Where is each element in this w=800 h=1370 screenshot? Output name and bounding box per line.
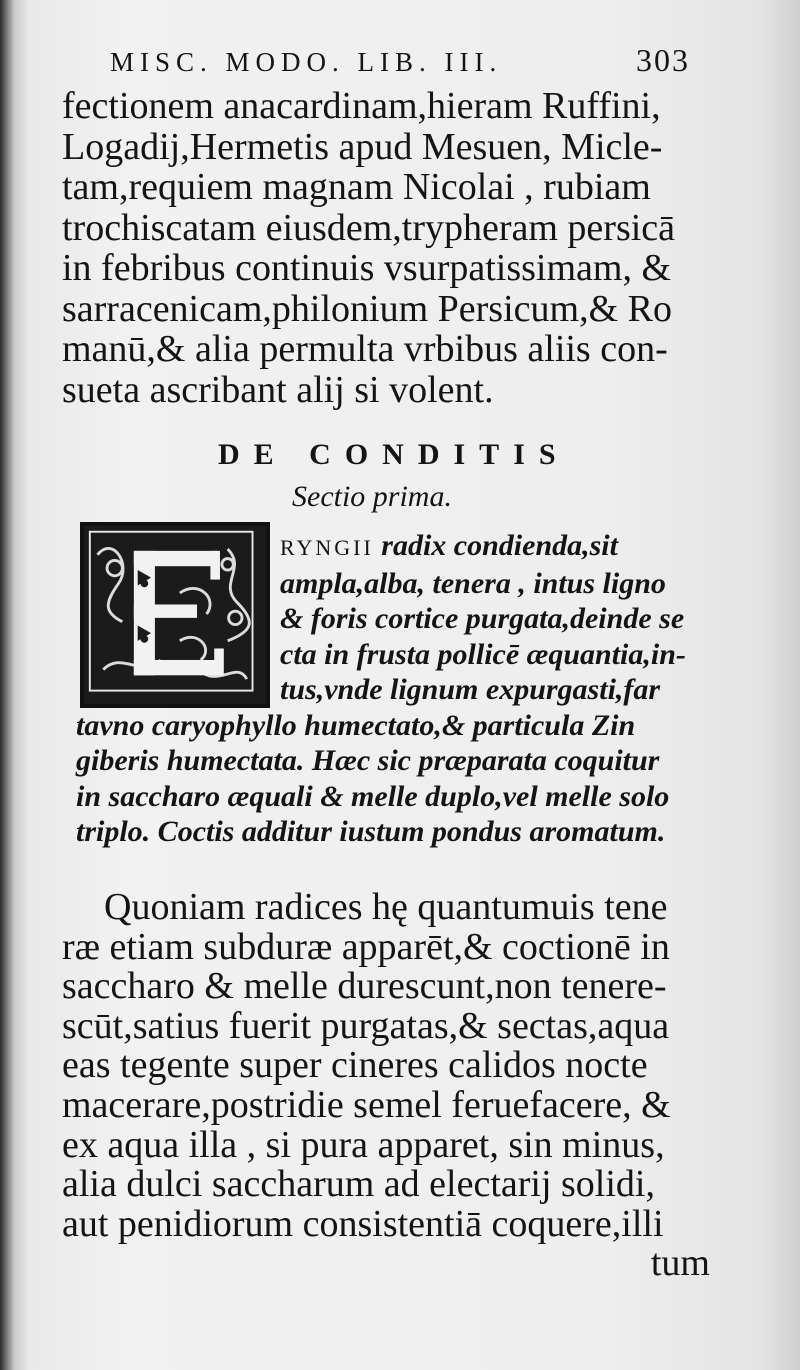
text-line: tavno caryophyllo humectato,& particula Zin xyxy=(76,708,636,742)
text-line: giberis humectata. Hæc sic præparata coquitur xyxy=(76,744,660,777)
text-line: in febribus continuis vsurpatissimam, & xyxy=(62,247,672,289)
text-line: alia dulci saccharum ad electarij solidi, xyxy=(62,1163,655,1206)
text-line: cta in frusta pollicē æquantia,in- xyxy=(280,637,686,671)
text-line: macerare,postridie semel feruefacere, & xyxy=(62,1083,671,1126)
page-number: 303 xyxy=(636,42,690,78)
text-line: ampla,alba, tenera , intus ligno xyxy=(280,566,666,600)
lead-caps: RYNGII xyxy=(280,535,374,560)
text-line: scūt,satius fuerit purgatas,& sectas,aqua xyxy=(62,1004,670,1047)
text-line: & foris cortice purgata,deinde se xyxy=(280,602,685,635)
text-line: saccharo & melle durescunt,non tenere- xyxy=(62,965,667,1008)
text-line: fectionem anacardinam,hieram Ruffini, xyxy=(62,85,661,127)
text-line: manū,& alia permulta vrbibus aliis con- xyxy=(62,328,668,370)
page-gutter-shadow xyxy=(0,0,14,1370)
section-title: DE CONDITIS xyxy=(218,438,570,471)
text-line: tam,requiem magnam Nicolai , rubiam xyxy=(62,166,651,208)
text-line: Logadij,Hermetis apud Mesuen, Micle- xyxy=(62,125,663,168)
text-line: sueta ascribant alij si volent. xyxy=(62,368,494,411)
text-line: in saccharo æquali & melle duplo,vel melle solo xyxy=(76,779,670,813)
running-title: MISC. MODO. LIB. III. xyxy=(110,47,503,77)
bottom-paragraph xyxy=(62,888,712,1284)
text-line: aut penidiorum consistentiā coquere,illi xyxy=(62,1202,664,1245)
section-subtitle: Sectio prima. xyxy=(292,480,452,513)
text-line: ex aqua illa , si pura apparet, sin minus, xyxy=(62,1123,665,1166)
text-line: eas tegente super cineres calidos nocte xyxy=(62,1044,648,1087)
text-segment: radix condienda,sit xyxy=(381,529,618,562)
recipe-paragraph xyxy=(76,528,716,850)
text-line: ræ etiam subduræ apparēt,& coctionē in xyxy=(62,925,670,968)
text-line: triplo. Coctis additur iustum pondus aromatum. xyxy=(76,815,666,848)
text-line: trochiscatam eiusdem,trypheram persicā xyxy=(62,206,676,249)
text-line xyxy=(76,528,716,566)
text-line: sarracenicam,philonium Persicum,& Ro xyxy=(62,287,672,330)
top-paragraph xyxy=(62,86,712,410)
text-line: tus,vnde lignum expurgasti,far xyxy=(280,673,661,706)
text-line: Quoniam radices hę quantumuis tene xyxy=(104,886,668,928)
running-head xyxy=(110,42,690,79)
catchword: tum xyxy=(650,1242,710,1285)
